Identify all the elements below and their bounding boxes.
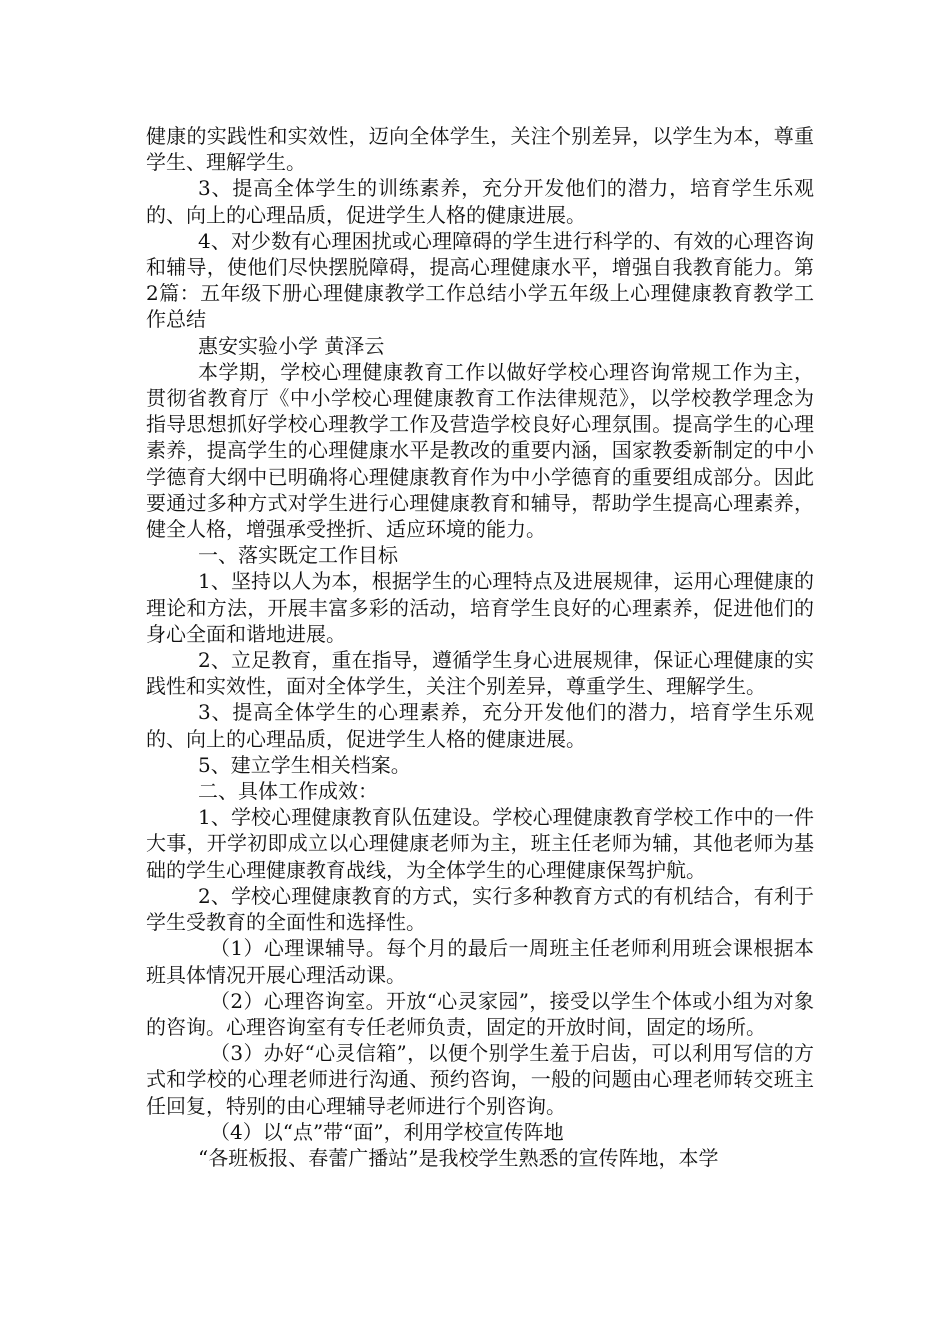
document-body — [146, 123, 814, 1171]
paragraph: （4）以“点”带“面”，利用学校宣传阵地 — [210, 1119, 564, 1144]
paragraph: 4、对少数有心理困扰或心理障碍的学生进行科学的、有效的心理咨询和辅导，使他们尽快摆脱障碍，提高心理健康水平，增强自我教育能力。第2篇：五年级下册心理健康教学工作总结小学五年级上心理健康教育教学工作总结 — [146, 228, 814, 332]
paragraph: 2、立足教育，重在指导，遵循学生身心进展规律，保证心理健康的实践性和实效性，面对全体学生，关注个别差异，尊重学生、理解学生。 — [146, 648, 814, 699]
paragraph: 1、坚持以人为本，根据学生的心理特点及进展规律，运用心理健康的理论和方法，开展丰富多彩的活动，培育学生良好的心理素养，促进他们的身心全面和谐地进展。 — [146, 569, 814, 646]
paragraph: “各班板报、春蕾广播站”是我校学生熟悉的宣传阵地，本学 — [198, 1145, 719, 1170]
paragraph: 本学期，学校心理健康教育工作以做好学校心理咨询常规工作为主，贯彻省教育厅《中小学校心理健康教育工作法律规范》，以学校教学理念为指导思想抓好学校心理教学工作及营造学校良好心理氛围。提高学生的心理素养，提高学生的心理健康水平是教改的重要内涵，国家教委新制定的中小学德育大纲中已明确将心理健康教育作为中小学德育的重要组成部分。因此要通过多种方式对学生进行心理健康教育和辅导，帮助学生提高心理素养，健全人格，增强承受挫折、适应环境的能力。 — [146, 359, 814, 542]
author-line: 惠安实验小学 黄泽云 — [198, 333, 385, 358]
paragraph: 1、学校心理健康教育队伍建设。学校心理健康教育学校工作中的一件大事，开学初即成立以心理健康老师为主，班主任老师为辅，其他老师为基础的学生心理健康教育战线，为全体学生的心理健康保驾护航。 — [146, 805, 814, 882]
paragraph: （2）心理咨询室。开放“心灵家园”，接受以学生个体或小组为对象的咨询。心理咨询室有专任老师负责，固定的开放时间，固定的场所。 — [146, 988, 814, 1039]
paragraph: 健康的实践性和实效性，迈向全体学生，关注个别差异，以学生为本，尊重学生、理解学生。 — [146, 124, 814, 175]
paragraph: 5、建立学生相关档案。 — [198, 752, 411, 777]
paragraph: （3）办好“心灵信箱”，以便个别学生羞于启齿，可以利用写信的方式和学校的心理老师进行沟通、预约咨询，一般的问题由心理老师转交班主任回复，特别的由心理辅导老师进行个别咨询。 — [146, 1041, 814, 1118]
paragraph: （1）心理课辅导。每个月的最后一周班主任老师利用班会课根据本班具体情况开展心理活动课。 — [146, 936, 814, 987]
paragraph: 3、提高全体学生的训练素养，充分开发他们的潜力，培育学生乐观的、向上的心理品质，促进学生人格的健康进展。 — [146, 176, 814, 227]
paragraph: 3、提高全体学生的心理素养，充分开发他们的潜力，培育学生乐观的、向上的心理品质，促进学生人格的健康进展。 — [146, 700, 814, 751]
paragraph: 2、学校心理健康教育的方式，实行多种教育方式的有机结合，有利于学生受教育的全面性和选择性。 — [146, 883, 814, 935]
section-heading: 一、落实既定工作目标 — [198, 543, 398, 568]
section-heading: 二、具体工作成效： — [198, 779, 378, 804]
